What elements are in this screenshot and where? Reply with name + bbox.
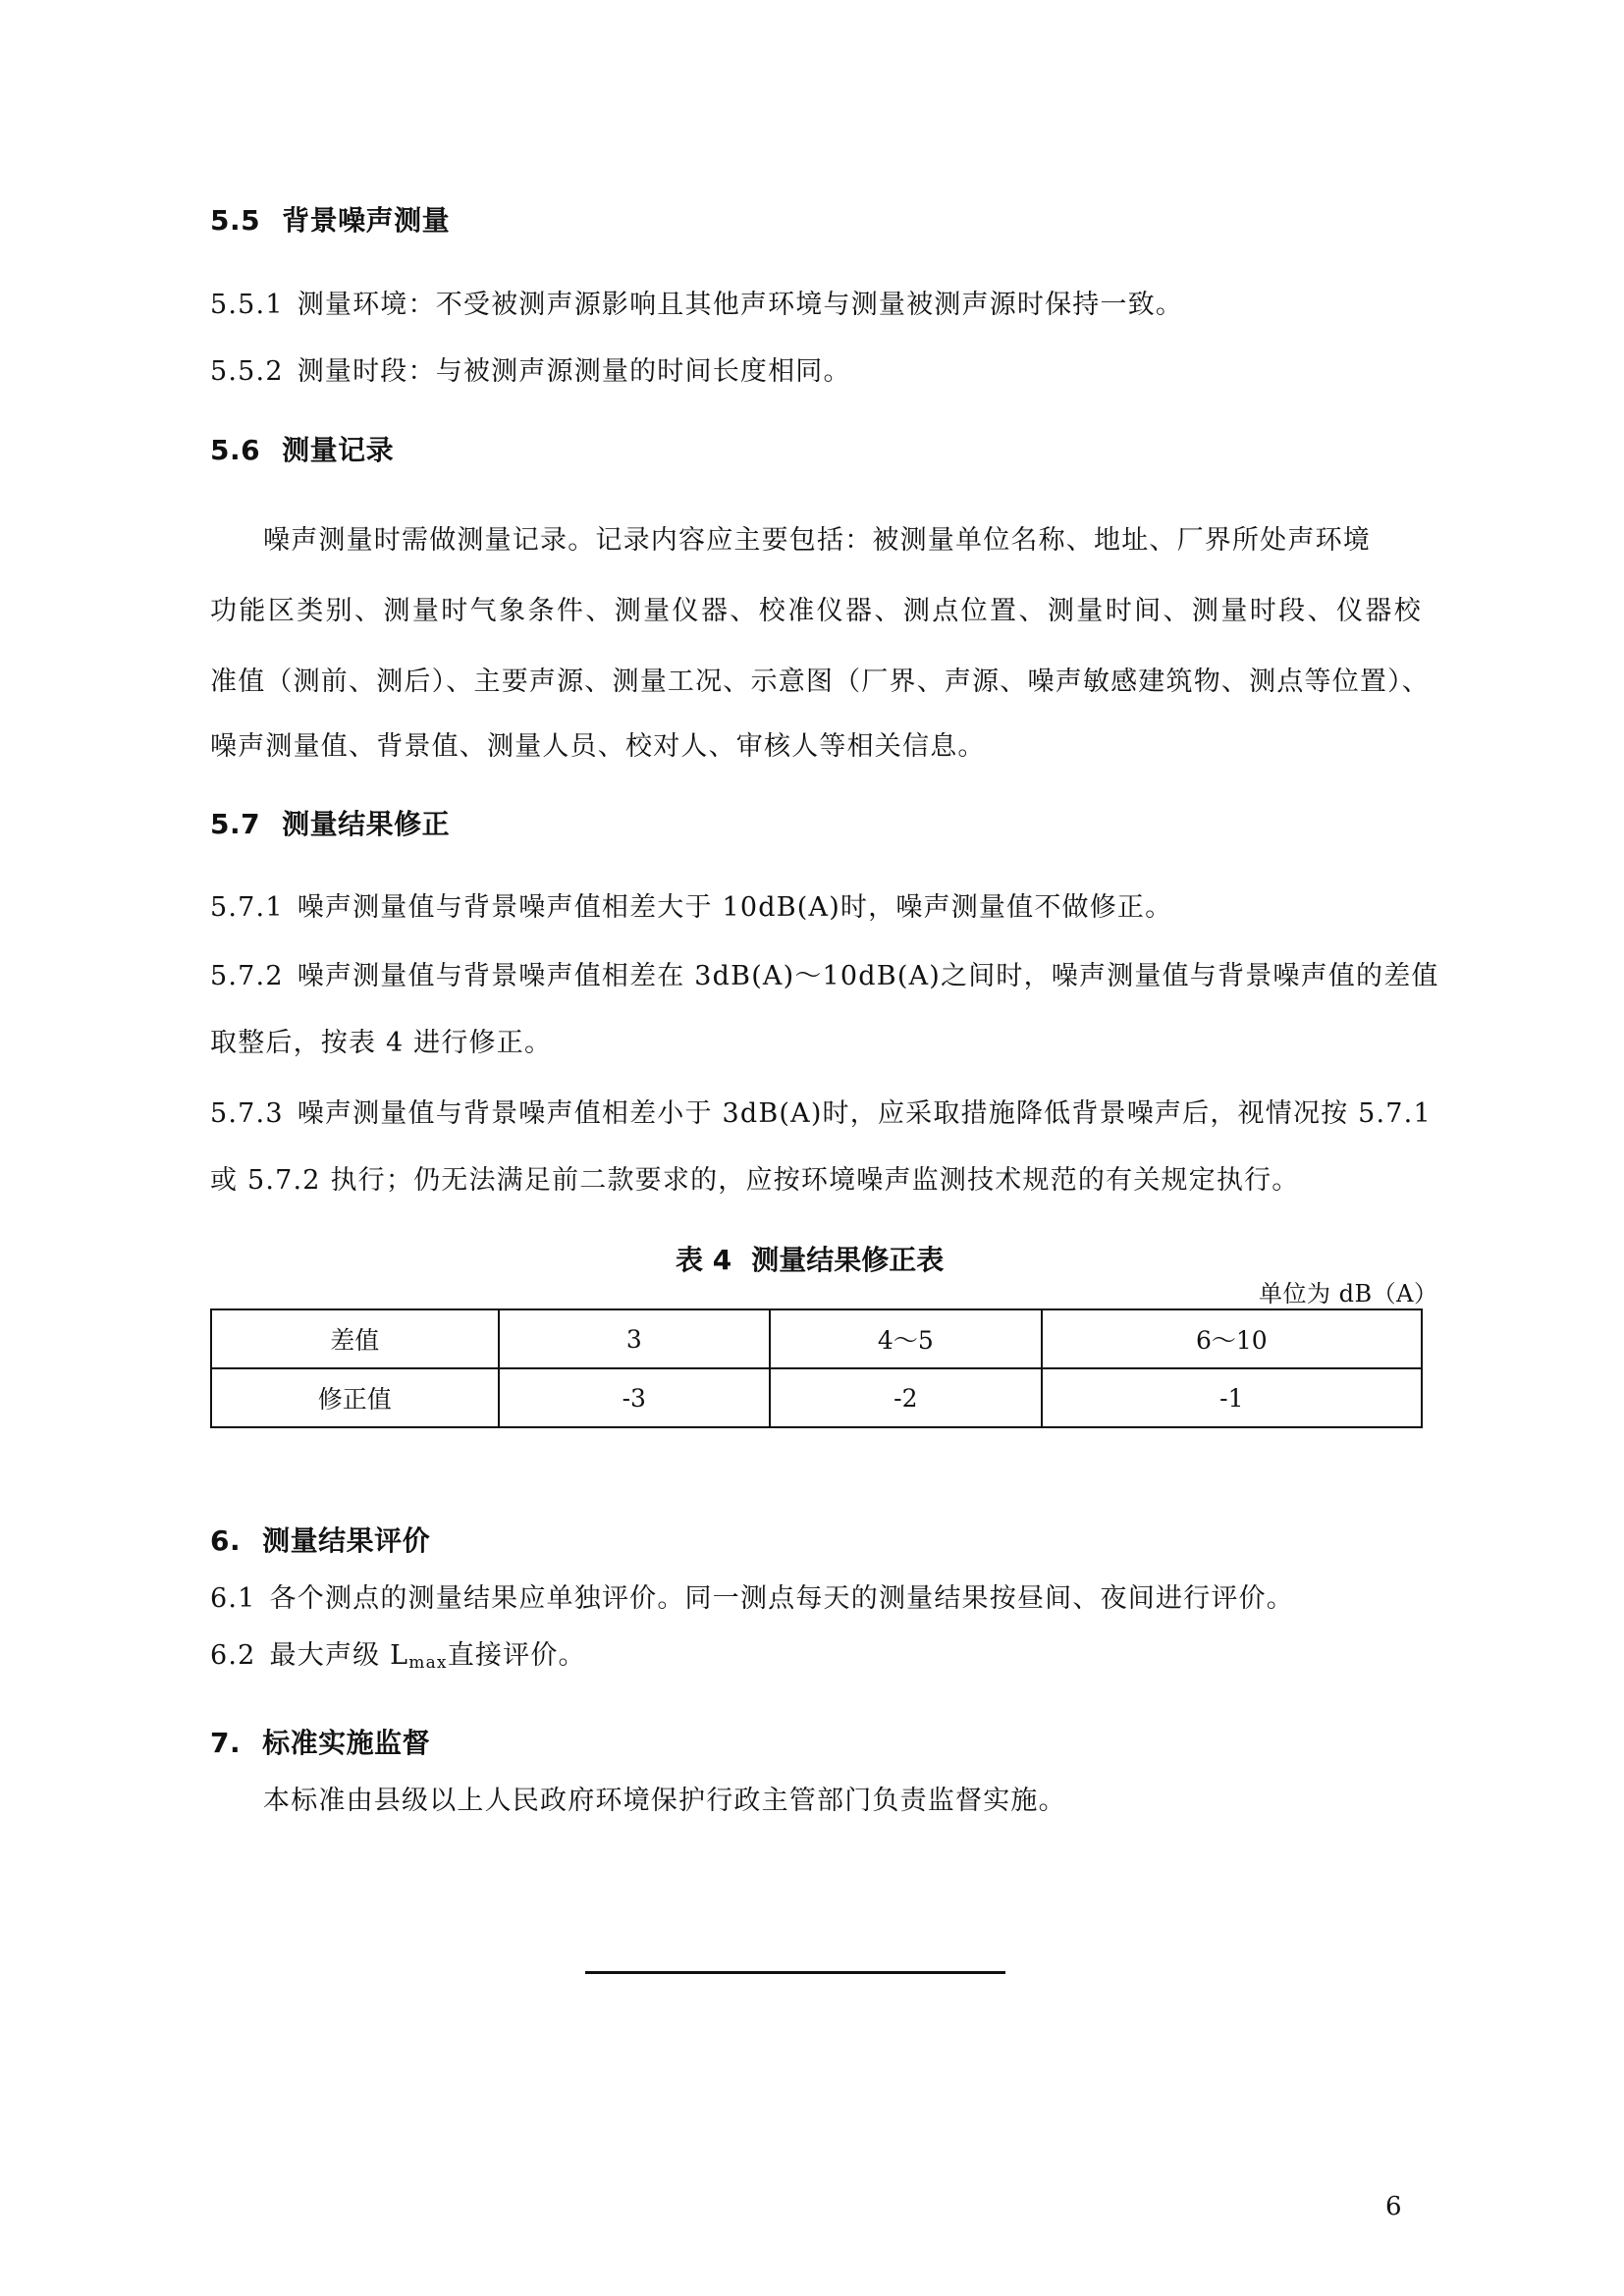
table-cell: 修正值 [211, 1368, 499, 1427]
table-caption: 表 4 测量结果修正表 [676, 1244, 945, 1276]
record-paragraph-line-4: 噪声测量值、背景值、测量人员、校对人、审核人等相关信息。 [210, 731, 986, 762]
heading-7: 7. 标准实施监督 [210, 1727, 431, 1759]
record-paragraph-line-2: 功能区类别、测量时气象条件、测量仪器、校准仪器、测点位置、测量时间、测量时段、仪器校 [210, 596, 1422, 626]
clause-6-2: 6.2 最大声级 $L_{max}$直接评价。 [210, 1640, 586, 1673]
table-cell: -1 [1042, 1368, 1422, 1427]
clause-5-7-1: 5.7.1 噪声测量值与背景噪声值相差大于 10dB(A)时，噪声测量值不做修正。 [210, 892, 1173, 923]
record-paragraph-line-1: 噪声测量时需做测量记录。记录内容应主要包括：被测量单位名称、地址、厂界所处声环境 [263, 525, 1371, 556]
table-row [211, 1368, 1422, 1427]
correction-table [210, 1308, 1423, 1428]
table-cell: -3 [499, 1368, 771, 1427]
clause-6-1: 6.1 各个测点的测量结果应单独评价。同一测点每天的测量结果按昼间、夜间进行评价。 [210, 1583, 1294, 1614]
clause-5-7-2-line-2: 取整后，按表 4 进行修正。 [210, 1028, 553, 1058]
table-cell: 差值 [211, 1309, 499, 1368]
table-cell: 6～10 [1042, 1309, 1422, 1368]
clause-5-7-3-line-2: 或 5.7.2 执行；仍无法满足前二款要求的，应按环境噪声监测技术规范的有关规定执行。 [210, 1165, 1300, 1196]
page-number: 6 [1385, 2192, 1402, 2221]
heading-6: 6. 测量结果评价 [210, 1524, 431, 1557]
clause-5-5-2: 5.5.2 测量时段：与被测声源测量的时间长度相同。 [210, 356, 851, 387]
table-cell: 4～5 [770, 1309, 1042, 1368]
supervision-paragraph: 本标准由县级以上人民政府环境保护行政主管部门负责监督实施。 [263, 1786, 1066, 1816]
clause-5-5-1: 5.5.1 测量环境：不受被测声源影响且其他声环境与测量被测声源时保持一致。 [210, 290, 1184, 320]
heading-5-7: 5.7 测量结果修正 [210, 808, 451, 840]
table-row [211, 1309, 1422, 1368]
table-unit-note: 单位为 dB（A） [1259, 1280, 1438, 1308]
heading-5-5: 5.5 背景噪声测量 [210, 204, 451, 237]
table-cell: -2 [770, 1368, 1042, 1427]
end-rule [585, 1971, 1005, 1974]
clause-5-7-3-line-1: 5.7.3 噪声测量值与背景噪声值相差小于 3dB(A)时，应采取措施降低背景噪声后，视情况按 5.7.1 [210, 1098, 1432, 1129]
record-paragraph-line-3: 准值（测前、测后）、主要声源、测量工况、示意图（厂界、声源、噪声敏感建筑物、测点等位置）、 [210, 667, 1430, 697]
heading-5-6: 5.6 测量记录 [210, 434, 395, 466]
clause-5-7-2-line-1: 5.7.2 噪声测量值与背景噪声值相差在 3dB(A)～10dB(A)之间时，噪声测量值与背景噪声值的差值 [210, 961, 1439, 991]
table-cell: 3 [499, 1309, 771, 1368]
